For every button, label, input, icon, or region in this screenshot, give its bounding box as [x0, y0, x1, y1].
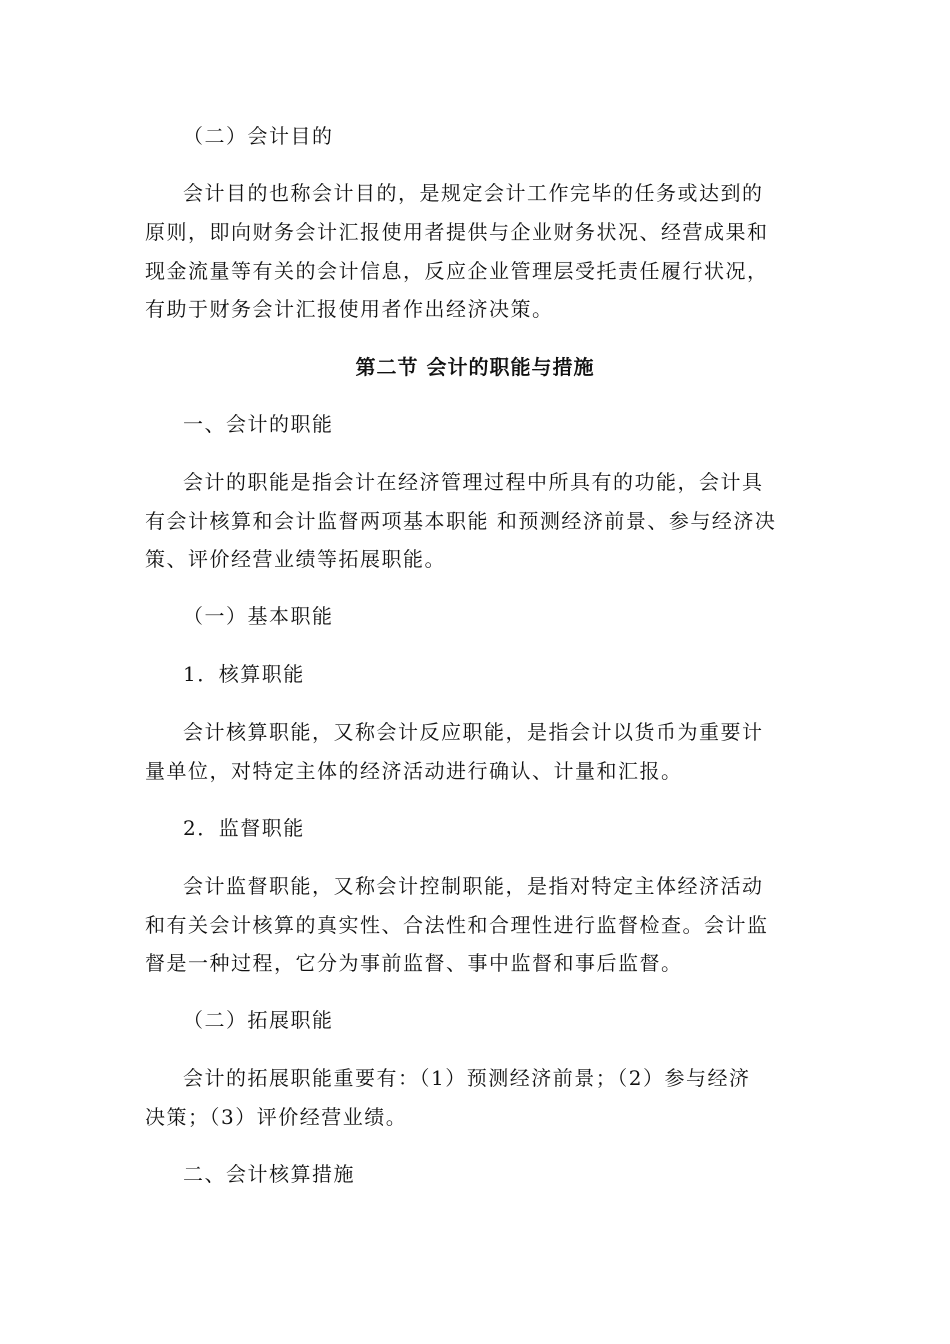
basic-functions-title: （一）基本职能: [183, 604, 334, 628]
section-title: 第二节 会计的职能与措施: [355, 355, 595, 379]
supervision-para-line-3: 督是一种过程，它分为事前监督、事中监督和事后监督。: [145, 951, 683, 975]
supervision-para-line-1: 会计监督职能，又称会计控制职能，是指对特定主体经济活动: [183, 874, 764, 898]
accounting-methods-title: 二、会计核算措施: [183, 1162, 355, 1186]
accounting-para-line-1: 会计核算职能，又称会计反应职能，是指会计以货币为重要计: [183, 720, 764, 744]
functions-para-line-3: 策、评价经营业绩等拓展职能。: [145, 547, 446, 571]
objective-para-line-1: 会计目的也称会计目的，是规定会计工作完毕的任务或达到的: [183, 181, 764, 205]
sub-objective-title: （二）会计目的: [183, 124, 334, 148]
extended-functions-title: （二）拓展职能: [183, 1008, 334, 1032]
extended-para-line-1: 会计的拓展职能重要有：（1）预测经济前景；（2）参与经济: [183, 1066, 751, 1090]
accounting-function-title: 1．核算职能: [183, 662, 305, 686]
objective-para-line-3: 现金流量等有关的会计信息，反应企业管理层受托责任履行状况，: [145, 259, 769, 283]
supervision-function-title: 2．监督职能: [183, 816, 305, 840]
objective-para-line-2: 原则，即向财务会计汇报使用者提供与企业财务状况、经营成果和: [145, 220, 769, 244]
supervision-para-line-2: 和有关会计核算的真实性、合法性和合理性进行监督检查。会计监: [145, 913, 769, 937]
functions-title: 一、会计的职能: [183, 412, 334, 436]
accounting-para-line-2: 量单位，对特定主体的经济活动进行确认、计量和汇报。: [145, 759, 683, 783]
functions-para-line-1: 会计的职能是指会计在经济管理过程中所具有的功能，会计具: [183, 470, 764, 494]
functions-para-line-2: 有会计核算和会计监督两项基本职能 和预测经济前景、参与经济决: [145, 509, 777, 533]
objective-para-line-4: 有助于财务会计汇报使用者作出经济决策。: [145, 297, 554, 321]
extended-para-line-2: 决策；（3）评价经营业绩。: [145, 1105, 408, 1129]
